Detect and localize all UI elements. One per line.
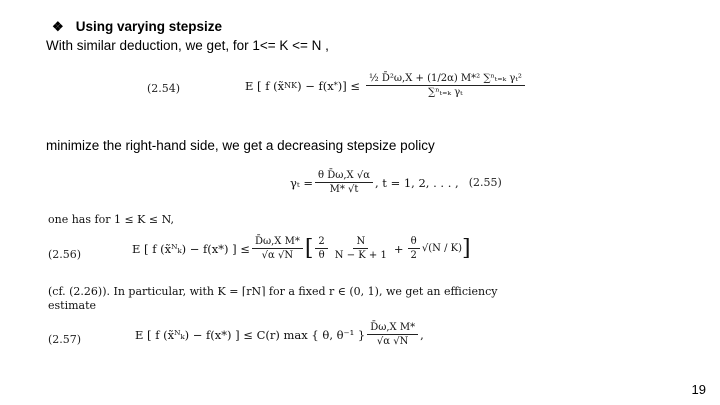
eq-2-54-fraction	[366, 73, 525, 98]
intro-text: With similar deduction, we get, for 1<= K <= N ,	[46, 38, 329, 53]
eq-2-56-coef-num: D̄ω,X M*	[252, 236, 303, 249]
equation-number-2-54: (2.54)	[147, 82, 181, 95]
eq-2-56-term1-b-num: N	[353, 236, 368, 249]
eq-2-55-fraction	[315, 170, 373, 195]
page-number: 19	[691, 382, 706, 397]
eq-2-56-coef-den: √α √N	[261, 250, 294, 261]
eq-2-56-term1-a-den: θ	[318, 250, 325, 261]
eq-2-56-plus: +	[393, 241, 404, 256]
eq-2-57-fraction	[367, 322, 418, 347]
eq-2-55-lhs: γₜ =	[290, 175, 313, 190]
eq-2-54-denominator: ∑ⁿₜ₌ₖ γₜ	[428, 87, 463, 98]
cf-text-line1: (cf. (2.26)). In particular, with K = ⌈rN⌉ for a fixed r ∈ (0, 1), we get an efficiency	[48, 285, 498, 298]
right-bracket: ]	[462, 235, 471, 261]
eq-2-56-term2-root: √(N / K)	[421, 243, 462, 254]
eq-2-56-lhs: E [ f (x̃ᴺₖ) − f(x*) ] ≤	[132, 241, 250, 256]
equation-number-2-55: (2.55)	[468, 176, 502, 189]
eq-2-54-lhs-sup: N	[284, 81, 292, 90]
eq-2-54-lhs-tail-sub: *	[333, 81, 338, 90]
slide-heading	[52, 19, 222, 35]
eq-2-56-term2	[408, 236, 420, 261]
eq-2-57-frac-den: √α √N	[376, 336, 409, 347]
equation-2-56	[132, 236, 471, 261]
equation-2-55	[290, 170, 502, 195]
eq-2-55-numerator: θ D̄ω,X √α	[315, 170, 373, 183]
middle-text: minimize the right-hand side, we get a decreasing stepsize policy	[46, 138, 435, 153]
diamond-bullet-icon: ❖	[52, 19, 64, 34]
eq-2-54-lhs-end: )] ≤	[337, 78, 360, 93]
eq-2-56-coefficient	[252, 236, 303, 261]
eq-2-56-term1-b-den: N − K + 1	[334, 250, 387, 261]
eq-2-54-lhs-tail: ) − f(x	[297, 78, 334, 93]
eq-2-54-numerator: ½ D̄²ω,X + (1/2α) M*² ∑ⁿₜ₌ₖ γₜ²	[366, 73, 525, 86]
equation-number-2-57: (2.57)	[48, 333, 82, 346]
eq-2-56-term1-b	[332, 236, 390, 261]
left-bracket: [	[304, 235, 314, 261]
eq-2-57-end: ,	[420, 327, 424, 342]
eq-2-55-range: , t = 1, 2, . . . ,	[374, 175, 459, 190]
eq-2-55-denominator: M* √t	[329, 184, 359, 195]
cf-text-line2: estimate	[48, 299, 97, 312]
condition-text: one has for 1 ≤ K ≤ N,	[48, 213, 175, 226]
eq-2-56-term2-den: 2	[410, 250, 417, 261]
heading-title: Using varying stepsize	[75, 19, 223, 34]
eq-2-54-lhs: E [ f (x̃	[245, 78, 285, 93]
equation-number-2-56: (2.56)	[48, 248, 82, 261]
equation-2-54	[245, 73, 527, 98]
eq-2-56-term1-a	[315, 236, 327, 261]
eq-2-57-lhs: E [ f (x̃ᴺₖ) − f(x*) ] ≤ C(r) max { θ, θ⁻¹ }	[135, 327, 366, 342]
eq-2-57-frac-num: D̄ω,X M*	[367, 322, 418, 335]
equation-2-57	[135, 322, 424, 347]
eq-2-56-term2-num: θ	[408, 236, 420, 249]
eq-2-54-lhs-sub: K	[291, 81, 298, 90]
eq-2-56-term1-a-num: 2	[315, 236, 327, 249]
